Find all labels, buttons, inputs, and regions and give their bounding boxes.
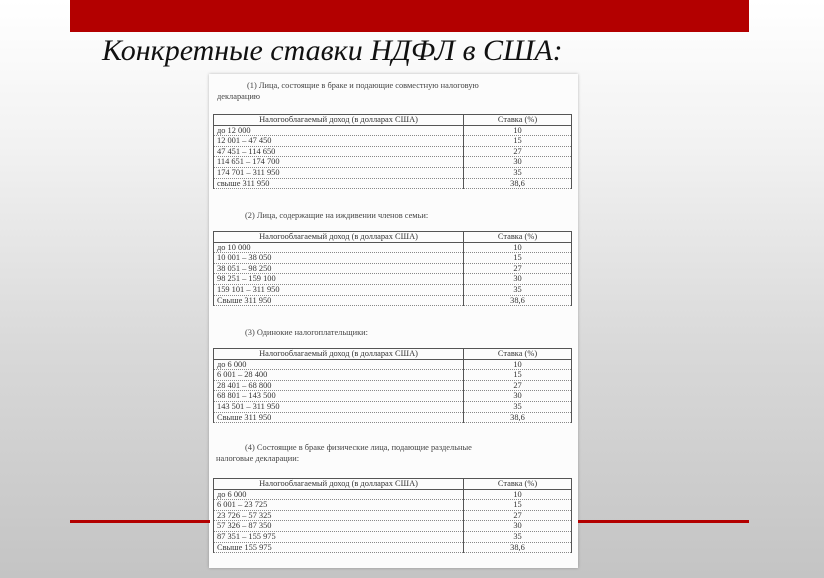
table-row: [214, 521, 572, 532]
income-cell: 98 251 – 159 100: [214, 274, 464, 285]
rate-column-header: Ставка (%): [464, 479, 572, 490]
income-cell: 87 351 – 155 975: [214, 531, 464, 542]
rate-cell: 30: [464, 521, 572, 532]
rate-cell: 38,6: [464, 295, 572, 306]
table-row: [214, 178, 572, 189]
table-row: [214, 157, 572, 168]
income-column-header: Налогооблагаемый доход (в долларах США): [214, 349, 464, 360]
section-2-caption-line1: (2) Лица, содержащие на иждивении членов семьи:: [245, 211, 429, 220]
rate-cell: 38,6: [464, 412, 572, 423]
table-row: [214, 510, 572, 521]
income-column-header: Налогооблагаемый доход (в долларах США): [214, 479, 464, 490]
section-2-table: [213, 231, 572, 306]
rate-cell: 35: [464, 531, 572, 542]
section-1-caption-line1: (1) Лица, состоящие в браке и подающие совместную налоговую: [247, 81, 479, 90]
rate-cell: 27: [464, 146, 572, 157]
table-row: [214, 284, 572, 295]
rate-cell: 27: [464, 510, 572, 521]
section-4-caption: [216, 442, 567, 464]
rate-cell: 10: [464, 359, 572, 370]
table-row: [214, 370, 572, 381]
rate-cell: 27: [464, 380, 572, 391]
rate-cell: 35: [464, 401, 572, 412]
section-4-caption-line1: (4) Состоящие в браке физические лица, подающие раздельные: [245, 443, 472, 452]
section-4-caption-line2: налоговые декларации:: [216, 454, 300, 463]
income-cell: 143 501 – 311 950: [214, 401, 464, 412]
income-cell: 23 726 – 57 325: [214, 510, 464, 521]
section-3-table: [213, 348, 572, 423]
income-cell: 57 326 – 87 350: [214, 521, 464, 532]
table-row: [214, 242, 572, 253]
income-cell: 12 001 – 47 450: [214, 136, 464, 147]
slide-title: Конкретные ставки НДФЛ в США:: [102, 34, 563, 67]
income-cell: Свыше 155 975: [214, 542, 464, 553]
table-row: [214, 412, 572, 423]
income-cell: 114 651 – 174 700: [214, 157, 464, 168]
income-cell: 6 001 – 23 725: [214, 500, 464, 511]
rate-cell: 27: [464, 263, 572, 274]
section-1-table: [213, 114, 572, 189]
table-row: [214, 359, 572, 370]
rate-column-header: Ставка (%): [464, 115, 572, 126]
income-cell: 6 001 – 28 400: [214, 370, 464, 381]
income-cell: 159 101 – 311 950: [214, 284, 464, 295]
table-row: [214, 391, 572, 402]
rate-cell: 35: [464, 167, 572, 178]
rate-cell: 10: [464, 242, 572, 253]
income-column-header: Налогооблагаемый доход (в долларах США): [214, 232, 464, 243]
table-row: [214, 274, 572, 285]
section-1-caption: [217, 80, 569, 102]
table-row: [214, 401, 572, 412]
income-cell: 10 001 – 38 050: [214, 253, 464, 264]
section-3-caption: [245, 327, 567, 338]
rate-column-header: Ставка (%): [464, 232, 572, 243]
income-cell: до 6 000: [214, 489, 464, 500]
table-row: [214, 136, 572, 147]
table-row: [214, 295, 572, 306]
rate-cell: 38,6: [464, 542, 572, 553]
table-row: [214, 253, 572, 264]
rate-cell: 15: [464, 500, 572, 511]
rate-column-header: Ставка (%): [464, 349, 572, 360]
income-column-header: Налогооблагаемый доход (в долларах США): [214, 115, 464, 126]
rate-cell: 10: [464, 489, 572, 500]
income-cell: 28 401 – 68 800: [214, 380, 464, 391]
rate-cell: 10: [464, 125, 572, 136]
table-row: [214, 125, 572, 136]
table-row: [214, 146, 572, 157]
rate-cell: 30: [464, 157, 572, 168]
section-1-caption-line2: декларацию: [217, 92, 261, 101]
rate-cell: 15: [464, 136, 572, 147]
section-3-caption-line1: (3) Одинокие налогоплательщики:: [245, 328, 368, 337]
income-cell: до 12 000: [214, 125, 464, 136]
income-cell: 174 701 – 311 950: [214, 167, 464, 178]
table-row: [214, 489, 572, 500]
document-scan: [209, 74, 578, 568]
rate-cell: 35: [464, 284, 572, 295]
top-accent-bar: [70, 0, 749, 32]
bottom-rule-right: [578, 520, 749, 523]
income-cell: 68 801 – 143 500: [214, 391, 464, 402]
table-row: [214, 380, 572, 391]
bottom-rule-left: [70, 520, 210, 523]
rate-cell: 30: [464, 274, 572, 285]
income-cell: Свыше 311 950: [214, 412, 464, 423]
income-cell: 47 451 – 114 650: [214, 146, 464, 157]
table-row: [214, 531, 572, 542]
rate-cell: 30: [464, 391, 572, 402]
rate-cell: 15: [464, 370, 572, 381]
income-cell: 38 051 – 98 250: [214, 263, 464, 274]
rate-cell: 15: [464, 253, 572, 264]
income-cell: до 6 000: [214, 359, 464, 370]
rate-cell: 38,6: [464, 178, 572, 189]
table-row: [214, 263, 572, 274]
table-row: [214, 542, 572, 553]
section-4-table: [213, 478, 572, 553]
income-cell: до 10 000: [214, 242, 464, 253]
income-cell: Свыше 311 950: [214, 295, 464, 306]
table-row: [214, 167, 572, 178]
table-row: [214, 500, 572, 511]
section-2-caption: [245, 210, 567, 221]
income-cell: свыше 311 950: [214, 178, 464, 189]
